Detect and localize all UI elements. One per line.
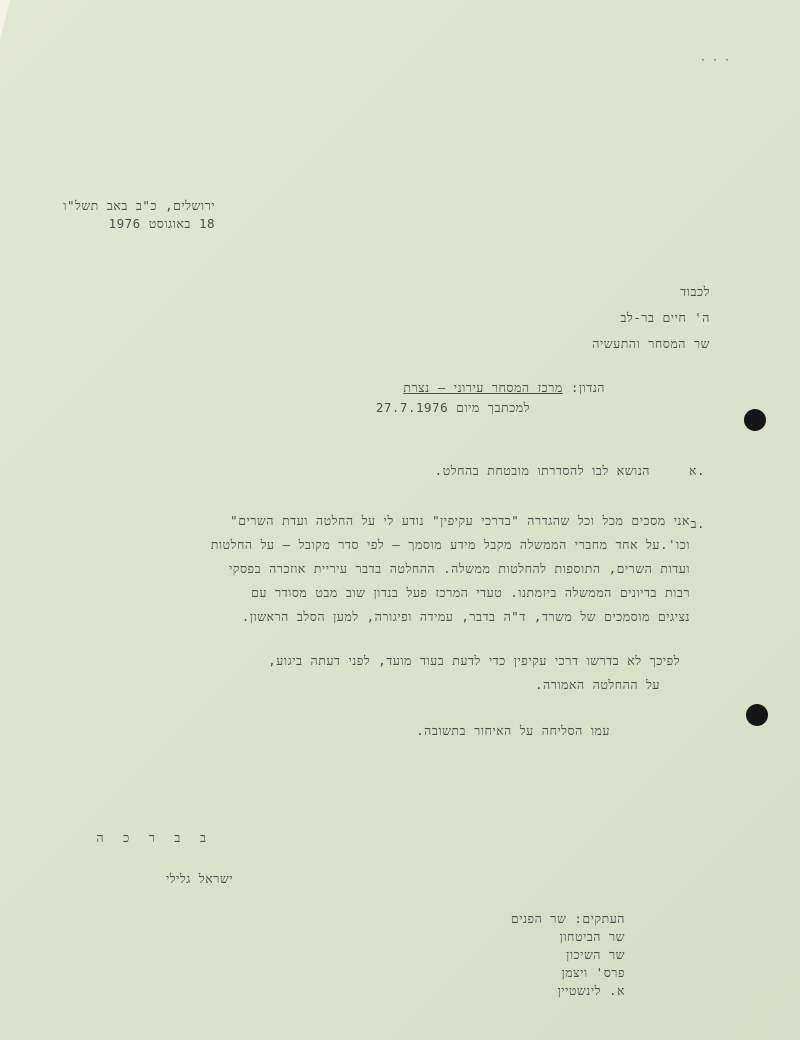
date-hebrew: ירושלים, כ"ב באב תשל"ו: [63, 198, 215, 213]
cc-line: פרס' ויצמן: [561, 965, 625, 980]
punch-hole-bottom: [746, 704, 768, 726]
item-a-marker: א.: [688, 463, 705, 478]
subject-line: [403, 380, 605, 396]
cc-line: העתקים: שר הפנים: [510, 911, 625, 926]
cc-line: שר השיכון: [566, 947, 625, 962]
body-paragraph-line: על ההחלטה האמורה.: [535, 677, 660, 692]
recipient-title: שר המסחר והתעשיה: [592, 336, 710, 351]
item-b-line: אני מסכים מכל וכל שהגדרה "בדרכי עקיפין" נודע לי על החלטה ועדת השרים": [230, 513, 690, 528]
date-gregorian: 18 באוגוסט 1976: [108, 216, 215, 231]
subject-label: הנדון:: [570, 380, 605, 395]
item-b-line: וכו'.על אחד מחברי הממשלה מקבל מידע מוסמך – לפי סדר מקובל – על החלטות: [210, 537, 690, 552]
item-b-line: נציגים מוסמכים של משרד, ד"ה בדבר, עמידה ופיגורה, למען הסלב הראשון.: [241, 609, 690, 624]
punch-hole-top: [744, 409, 766, 431]
cc-line: א. לינשטיין: [557, 983, 625, 998]
cc-line: שר הביטחון: [559, 929, 625, 944]
subject-text: מרכז המסחר עירוני – נצרת: [403, 380, 563, 395]
item-b-line: רבות בדיונים הממשלה ביזמתנו. טעדי המרכז פעל בנדון שוב מבט מסודר עם: [251, 585, 690, 600]
paper-specks: · · ·: [699, 55, 730, 66]
item-b-line: ועדות השרים, התוספות להחלטות ממשלה. ההחלטה בדבר עיריית אוזכרה בפסקי: [228, 561, 690, 576]
subject-reference: למכתבך מיום 27.7.1976: [375, 400, 530, 415]
signature-name: ישראל גלילי: [165, 871, 233, 886]
item-b-marker: ב.: [690, 516, 705, 531]
closing-greeting: ב ב ר כ ה: [96, 830, 212, 845]
item-a-text: הנושא לבו להסדרתו מובטחת בהחלט.: [434, 463, 650, 478]
recipient-honorific: לכבוד: [680, 284, 710, 299]
apology-line: עמו הסליחה על האיחור בתשובה.: [416, 723, 610, 738]
body-paragraph-line: לפיכך לא בדרשו דרכי עקיפין כדי לדעת בעוד מועד, לפני דעתה ביגוע,: [268, 653, 680, 668]
recipient-name: ה' חיים בר-לב: [620, 310, 710, 325]
